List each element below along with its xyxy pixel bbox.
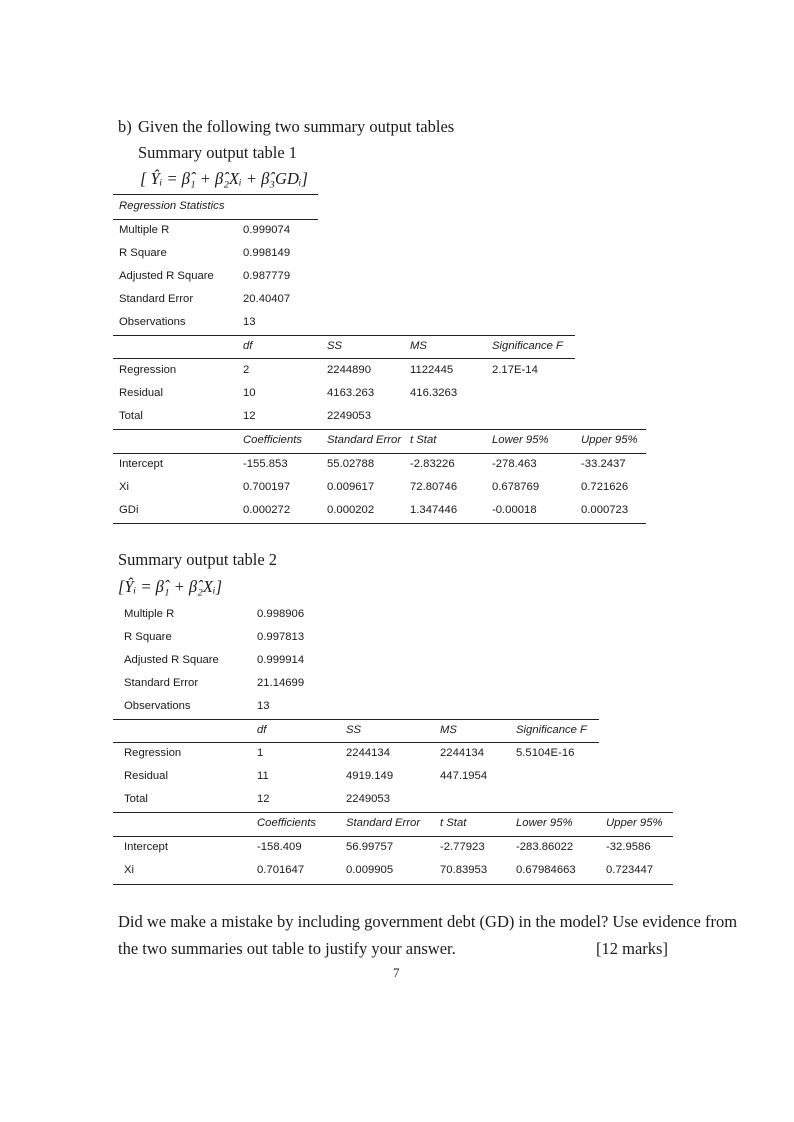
table1-equation: [ Ŷᵢ = β̂₁ + β̂₂Xᵢ + β̂₃GDᵢ] [140,169,308,188]
anova-ss: 2244134 [346,747,390,759]
stat-label: Multiple R [124,608,175,620]
coef-se: 0.009905 [346,864,394,876]
anova-header: Significance F [516,724,587,736]
coef-lower: -283.86022 [516,841,574,853]
coef-header: Lower 95% [492,434,549,446]
coef-upper: 0.723447 [606,864,654,876]
stat-label: Standard Error [124,677,199,689]
table2-equation: [Ŷᵢ = β̂₁ + β̂₂Xᵢ] [118,577,222,596]
anova-ss: 4919.149 [346,770,394,782]
stat-value: 0.999074 [243,224,291,236]
stat-value: 20.40407 [243,293,291,305]
coef-header: Standard Error [346,817,421,829]
coef-t: 1.347446 [410,504,458,516]
stat-label: Observations [119,316,186,328]
anova-row-label: Residual [119,387,163,399]
coef-header: t Stat [410,434,437,446]
anova-ss: 2249053 [327,410,371,422]
coef-t: 72.80746 [410,481,458,493]
stat-label: Adjusted R Square [124,654,219,666]
coef-header: Lower 95% [516,817,573,829]
anova-header: MS [410,340,427,352]
anova-row-label: Total [124,793,148,805]
anova-df: 10 [243,387,256,399]
marks-label: [12 marks] [596,939,668,958]
stat-label: Standard Error [119,293,194,305]
coef-row-label: GDi [119,504,139,516]
coef-t: -2.83226 [410,458,455,470]
coef-se: 0.009617 [327,481,375,493]
stat-value: 0.997813 [257,631,305,643]
anova-header: Significance F [492,340,563,352]
coef-se: 55.02788 [327,458,375,470]
anova-ss: 2249053 [346,793,390,805]
anova-sig: 5.5104E-16 [516,747,575,759]
anova-sig: 2.17E-14 [492,364,538,376]
stat-label: Observations [124,700,191,712]
stat-value: 21.14699 [257,677,305,689]
coef-upper: 0.721626 [581,481,629,493]
anova-ss: 4163.263 [327,387,375,399]
table2-title: Summary output table 2 [118,550,278,569]
coef-value: 0.000272 [243,504,291,516]
part-label: b) [118,117,132,136]
coef-header: Coefficients [257,817,317,829]
stat-label: Multiple R [119,224,170,236]
anova-row-label: Regression [119,364,177,376]
coef-se: 0.000202 [327,504,375,516]
anova-df: 12 [243,410,256,422]
anova-ss: 2244890 [327,364,371,376]
anova-df: 1 [257,747,264,759]
coef-value: 0.701647 [257,864,305,876]
coef-header: Coefficients [243,434,303,446]
anova-header: SS [327,340,343,352]
coef-lower: 0.67984663 [516,864,576,876]
coef-row-label: Intercept [124,841,168,853]
stat-value: 0.998149 [243,247,291,259]
anova-df: 12 [257,793,270,805]
coef-t: -2.77923 [440,841,485,853]
coef-row-label: Xi [119,481,130,493]
table1-title: Summary output table 1 [138,143,298,162]
coef-row-label: Xi [124,864,135,876]
coef-header: Upper 95% [606,817,663,829]
coef-lower: -278.463 [492,458,537,470]
anova-df: 2 [243,364,250,376]
anova-header: MS [440,724,457,736]
page-number: 7 [393,965,400,980]
coef-header: Standard Error [327,434,402,446]
anova-ms: 1122445 [410,364,454,376]
anova-ms: 416.3263 [410,387,458,399]
coef-upper: -32.9586 [606,841,651,853]
stat-label: R Square [124,631,172,643]
anova-ms: 2244134 [440,747,484,759]
question-text-line2: the two summaries out table to justify your answer. [118,939,456,958]
anova-ms: 447.1954 [440,770,488,782]
coef-lower: 0.678769 [492,481,540,493]
regression-statistics-header: Regression Statistics [119,200,225,212]
stat-value: 0.987779 [243,270,291,282]
stat-value: 0.998906 [257,608,305,620]
anova-header: df [243,340,253,352]
stat-value: 13 [257,700,270,712]
anova-df: 11 [257,770,269,782]
coef-row-label: Intercept [119,458,163,470]
coef-se: 56.99757 [346,841,394,853]
question-intro: Given the following two summary output tables [138,117,455,136]
stat-value: 0.999914 [257,654,305,666]
anova-header: df [257,724,267,736]
question-text-line1: Did we make a mistake by including government debt (GD) in the model? Use evidence from [118,912,738,931]
coef-upper: -33.2437 [581,458,626,470]
coef-value: 0.700197 [243,481,291,493]
coef-header: Upper 95% [581,434,638,446]
stat-label: R Square [119,247,167,259]
coef-upper: 0.000723 [581,504,629,516]
anova-row-label: Total [119,410,143,422]
anova-header: SS [346,724,362,736]
anova-row-label: Regression [124,747,182,759]
anova-row-label: Residual [124,770,168,782]
stat-label: Adjusted R Square [119,270,214,282]
coef-lower: -0.00018 [492,504,537,516]
coef-header: t Stat [440,817,467,829]
coef-t: 70.83953 [440,864,488,876]
stat-value: 13 [243,316,256,328]
coef-value: -155.853 [243,458,288,470]
coef-value: -158.409 [257,841,302,853]
